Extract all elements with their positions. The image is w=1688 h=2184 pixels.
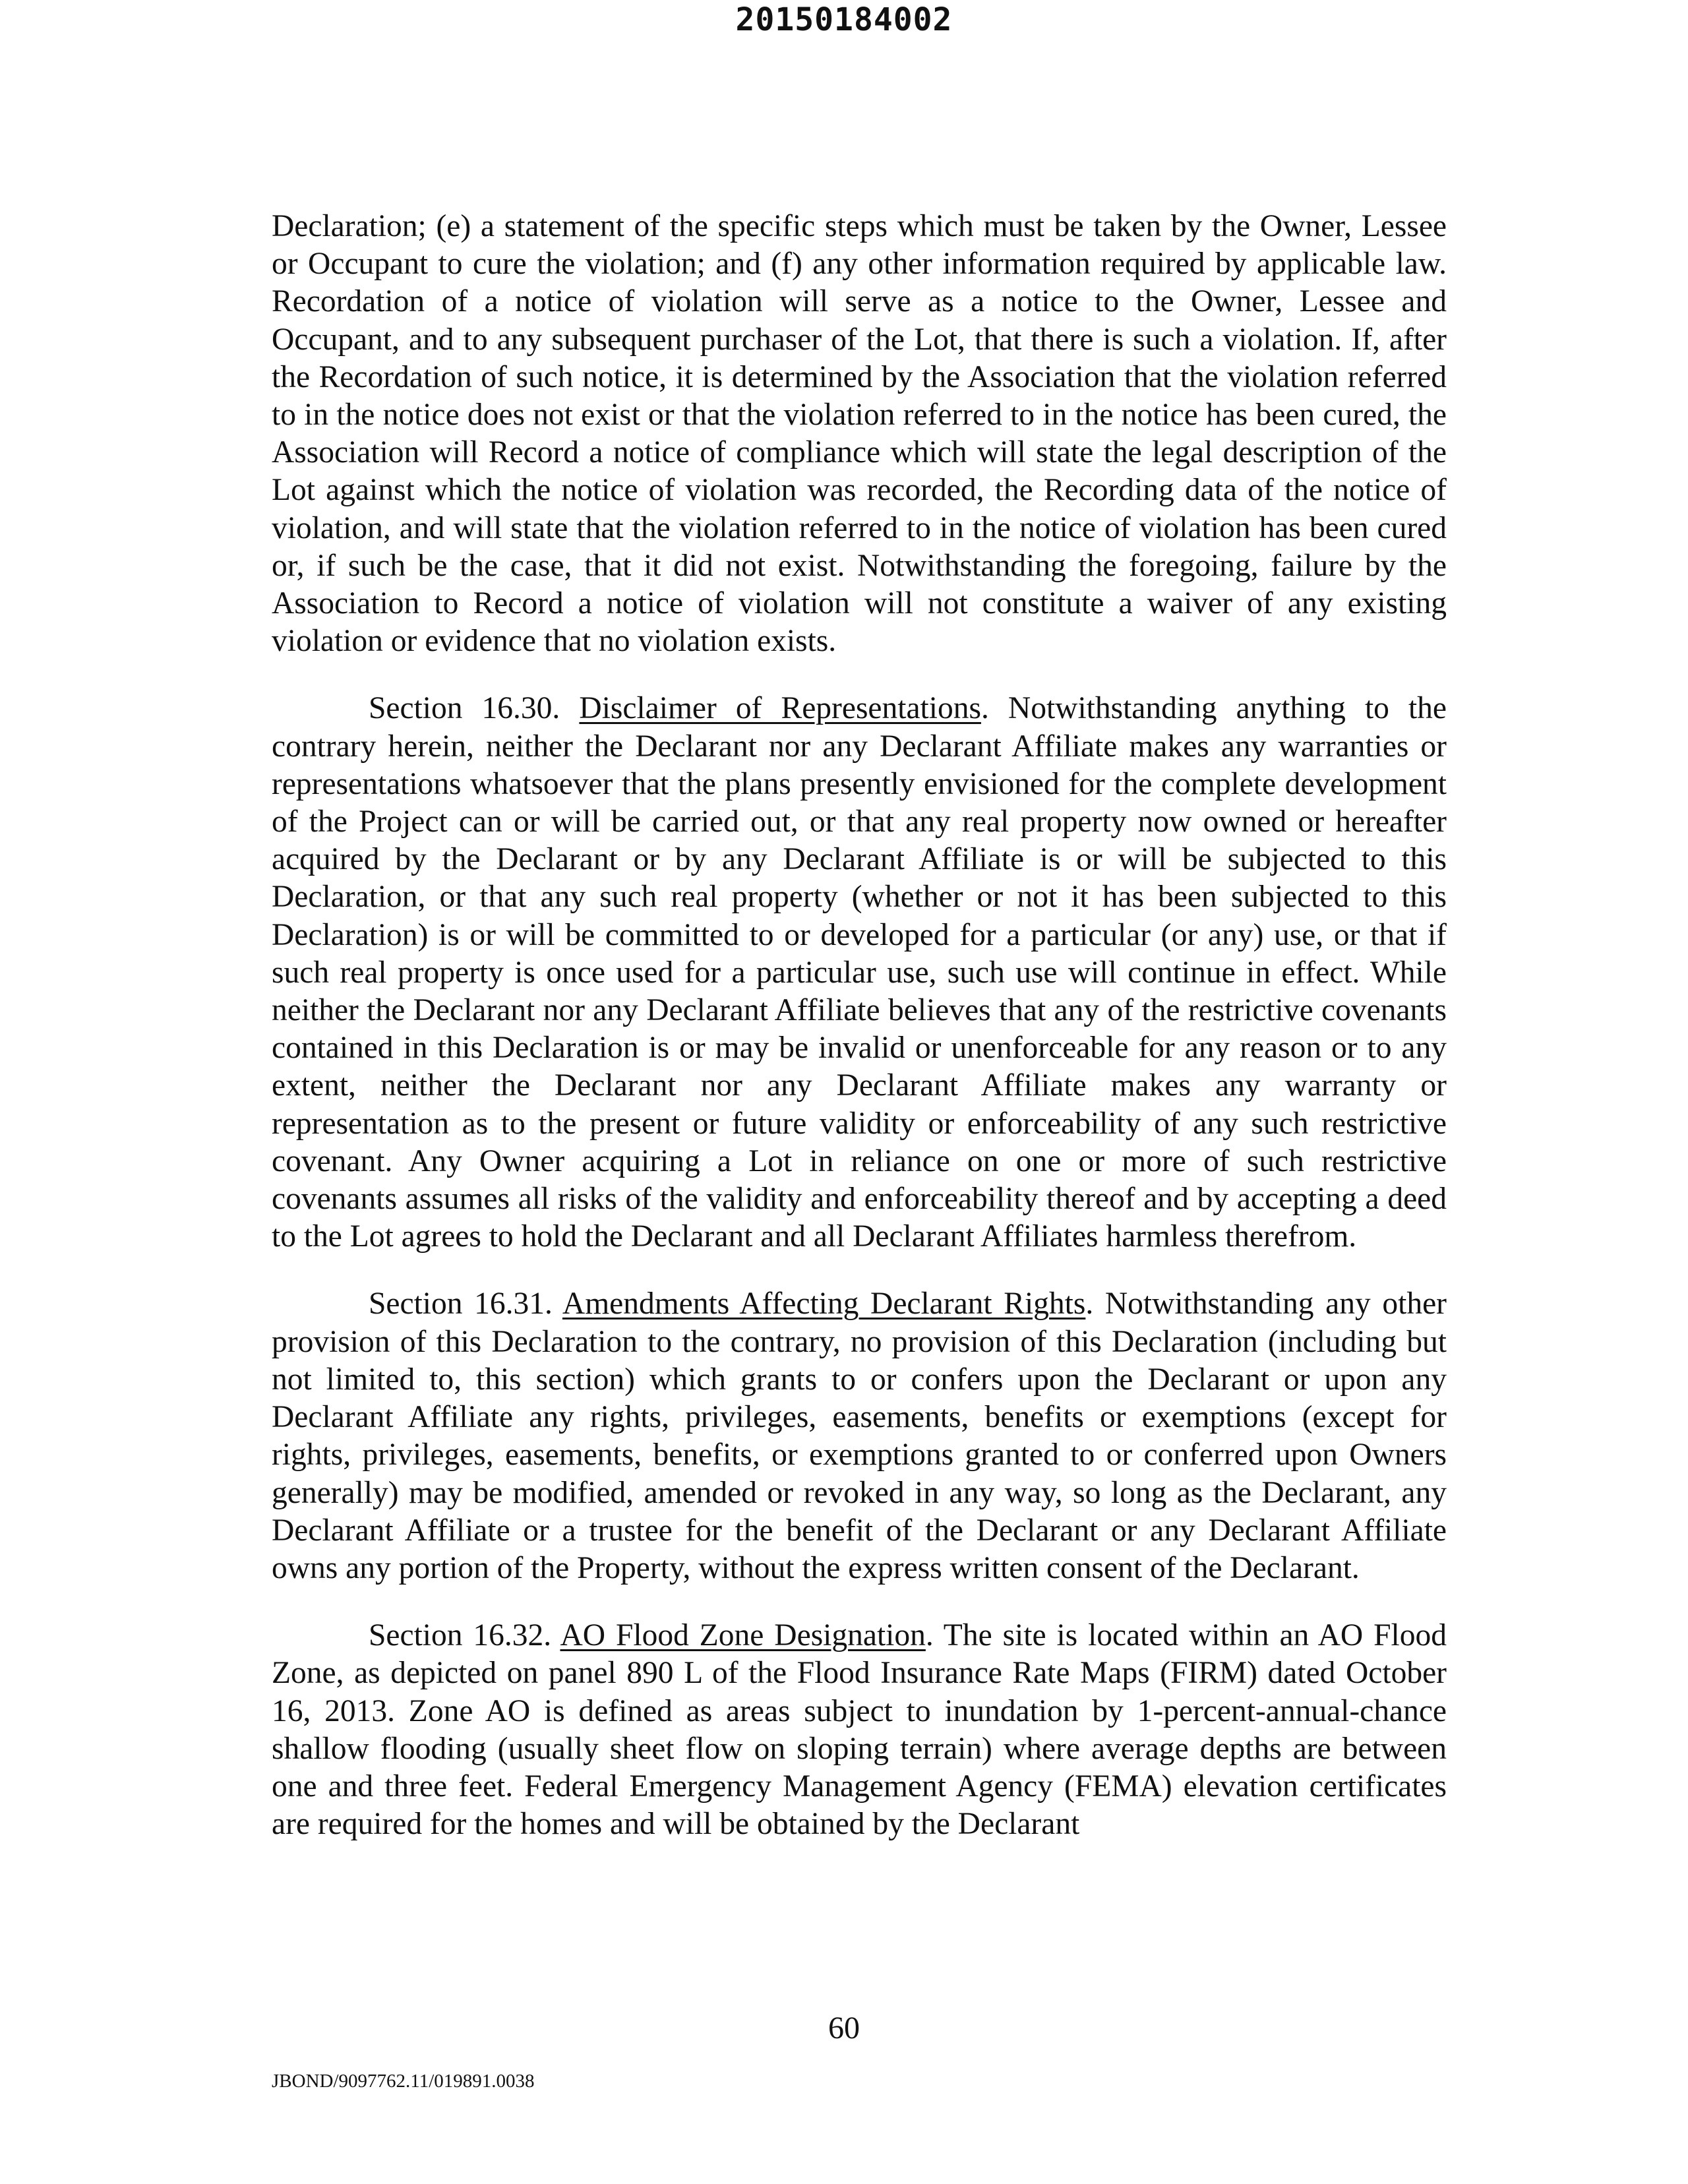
document-reference: JBOND/9097762.11/019891.0038: [272, 2071, 535, 2092]
section-number: Section 16.31.: [369, 1287, 553, 1321]
section-number: Section 16.30.: [369, 691, 560, 726]
paragraph-continuation: Declaration; (e) a statement of the specific steps which must be taken by the Owner, Lessee or Occupant to cure the violation; and (f) any other information required by applicable law. Recordation of a notice of violation will serve as a notice to the Owner, Lessee and Occupant, and to any subsequent purchaser of the Lot, that there is such a violation. If, after the Recordation of such notice, it is determined by the Association that the violation referred to in the notice does not exist or that the violation referred to in the notice has been cured, the Association will Record a notice of compliance which will state the legal description of the Lot against which the notice of violation was recorded, the Recording data of the notice of violation, and will state that the violation referred to in the notice of violation has been cured or, if such be the case, that it did not exist. Notwithstanding the foregoing, failure by the Association to Record a notice of violation will not constitute a waiver of any existing violation or evidence that no violation exists.: [272, 209, 1447, 659]
section-text: . The site is located within an AO Flood Zone, as depicted on panel 890 L of the Flood Insurance Rate Maps (FIRM) dated October 16, 2013. Zone AO is defined as areas subject to inundation by 1-percent-annual-chance shallow flooding (usually sheet flow on sloping terrain) where average depths are between one and three feet. Federal Emergency Management Agency (FEMA) elevation certificates are required for the homes and will be obtained by the Declarant: [272, 1618, 1447, 1842]
section-title: AO Flood Zone Designation: [560, 1618, 926, 1653]
section-16-32: [272, 1617, 1447, 1843]
section-number: Section 16.32.: [369, 1618, 552, 1653]
section-text: . Notwithstanding any other provision of this Declaration to the contrary, no provision of this Declaration (including but not limited to, this section) which grants to or confers upon the Declarant or upon any Declarant Affiliate any rights, privileges, easements, benefits or exemptions (except for rights, privileges, easements, benefits, or exemptions granted to or conferred upon Owners generally) may be modified, amended or revoked in any way, so long as the Declarant, any Declarant Affiliate or a trustee for the benefit of the Declarant or any Declarant Affiliate owns any portion of the Property, without the express written consent of the Declarant.: [272, 1287, 1447, 1585]
section-text: . Notwithstanding anything to the contrary herein, neither the Declarant nor any Declarant Affiliate makes any warranties or representations whatsoever that the plans presently envisioned for the complete development of the Project can or will be carried out, or that any real property now owned or hereafter acquired by the Declarant or by any Declarant Affiliate is or will be subjected to this Declaration, or that any such real property (whether or not it has been subjected to this Declaration) is or will be committed to or developed for a particular (or any) use, or that if such real property is once used for a particular use, such use will continue in effect. While neither the Declarant nor any Declarant Affiliate believes that any of the restrictive covenants contained in this Declaration is or may be invalid or unenforceable for any reason or to any extent, neither the Declarant nor any Declarant Affiliate makes any warranty or representation as to the present or future validity or enforceability of any such restrictive covenant. Any Owner acquiring a Lot in reliance on one or more of such restrictive covenants assumes all risks of the validity and enforceability thereof and by accepting a deed to the Lot agrees to hold the Declarant and all Declarant Affiliates harmless therefrom.: [272, 691, 1447, 1254]
section-title: Amendments Affecting Declarant Rights: [562, 1287, 1086, 1321]
page-number: 60: [828, 2011, 860, 2046]
document-number: 20150184002: [735, 1, 953, 38]
section-title: Disclaimer of Representations: [579, 691, 981, 726]
section-16-30: [272, 690, 1447, 1256]
document-body: [272, 208, 1447, 1873]
section-16-31: [272, 1285, 1447, 1587]
